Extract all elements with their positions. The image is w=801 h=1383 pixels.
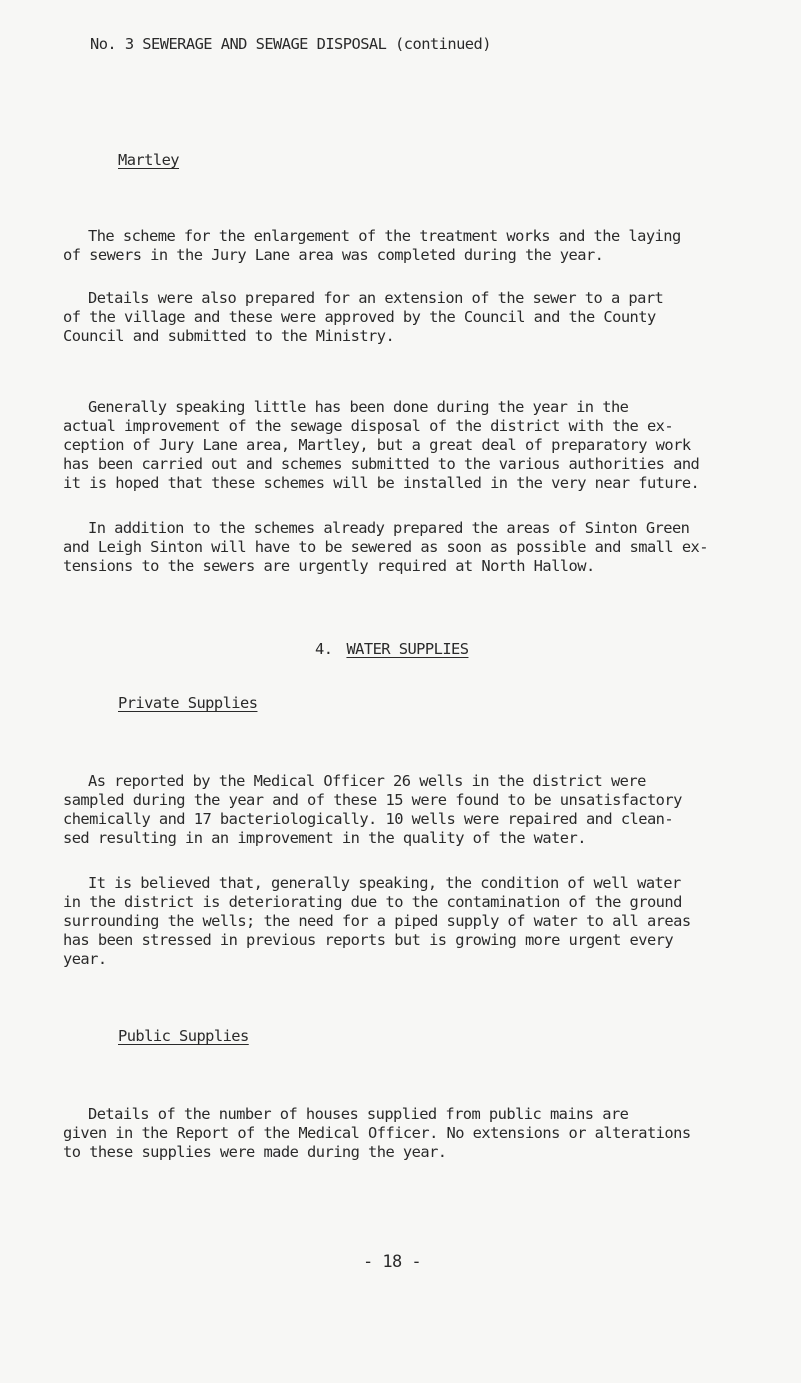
text-line: in the district is deteriorating due to the contamination of the ground [63, 893, 682, 911]
text-line: sampled during the year and of these 15 were found to be unsatisfactory [63, 791, 682, 809]
text-line: Council and submitted to the Ministry. [63, 327, 395, 345]
text-line: Details of the number of houses supplied from public mains are [88, 1105, 629, 1123]
text-line: to these supplies were made during the year. [63, 1143, 447, 1161]
text-line: surrounding the wells; the need for a piped supply of water to all areas [63, 912, 691, 930]
page-header: No. 3 SEWERAGE AND SEWAGE DISPOSAL (continued) [90, 35, 491, 53]
heading-public-supplies: Public Supplies [118, 1027, 249, 1045]
text-line: of the village and these were approved by the Council and the County [63, 308, 656, 326]
text-line: of sewers in the Jury Lane area was completed during the year. [63, 246, 604, 264]
text-line: In addition to the schemes already prepared the areas of Sinton Green [88, 519, 690, 537]
section-title: WATER SUPPLIES [346, 640, 469, 658]
page-number: - 18 - [363, 1252, 422, 1272]
text-line: It is believed that, generally speaking, the condition of well water [88, 874, 681, 892]
section-number: 4. [315, 640, 333, 658]
section-heading-water-supplies [315, 639, 468, 659]
heading-private-supplies: Private Supplies [118, 694, 258, 712]
text-line: and Leigh Sinton will have to be sewered as soon as possible and small ex- [63, 538, 708, 556]
text-line: has been stressed in previous reports but is growing more urgent every [63, 931, 674, 949]
text-line: Generally speaking little has been done during the year in the [88, 398, 629, 416]
text-line: has been carried out and schemes submitted to the various authorities and [63, 455, 700, 473]
text-line: it is hoped that these schemes will be installed in the very near future. [63, 474, 700, 492]
text-line: As reported by the Medical Officer 26 wells in the district were [88, 772, 646, 790]
text-line: The scheme for the enlargement of the treatment works and the laying [88, 227, 681, 245]
text-line: chemically and 17 bacteriologically. 10 wells were repaired and clean- [63, 810, 674, 828]
text-line: actual improvement of the sewage disposal of the district with the ex- [63, 417, 674, 435]
text-line: Details were also prepared for an extension of the sewer to a part [88, 289, 664, 307]
text-line: ception of Jury Lane area, Martley, but a great deal of preparatory work [63, 436, 691, 454]
text-line: year. [63, 950, 107, 968]
text-line: sed resulting in an improvement in the quality of the water. [63, 829, 586, 847]
heading-martley: Martley [118, 151, 180, 169]
text-line: tensions to the sewers are urgently required at North Hallow. [63, 557, 595, 575]
text-line: given in the Report of the Medical Officer. No extensions or alterations [63, 1124, 691, 1142]
